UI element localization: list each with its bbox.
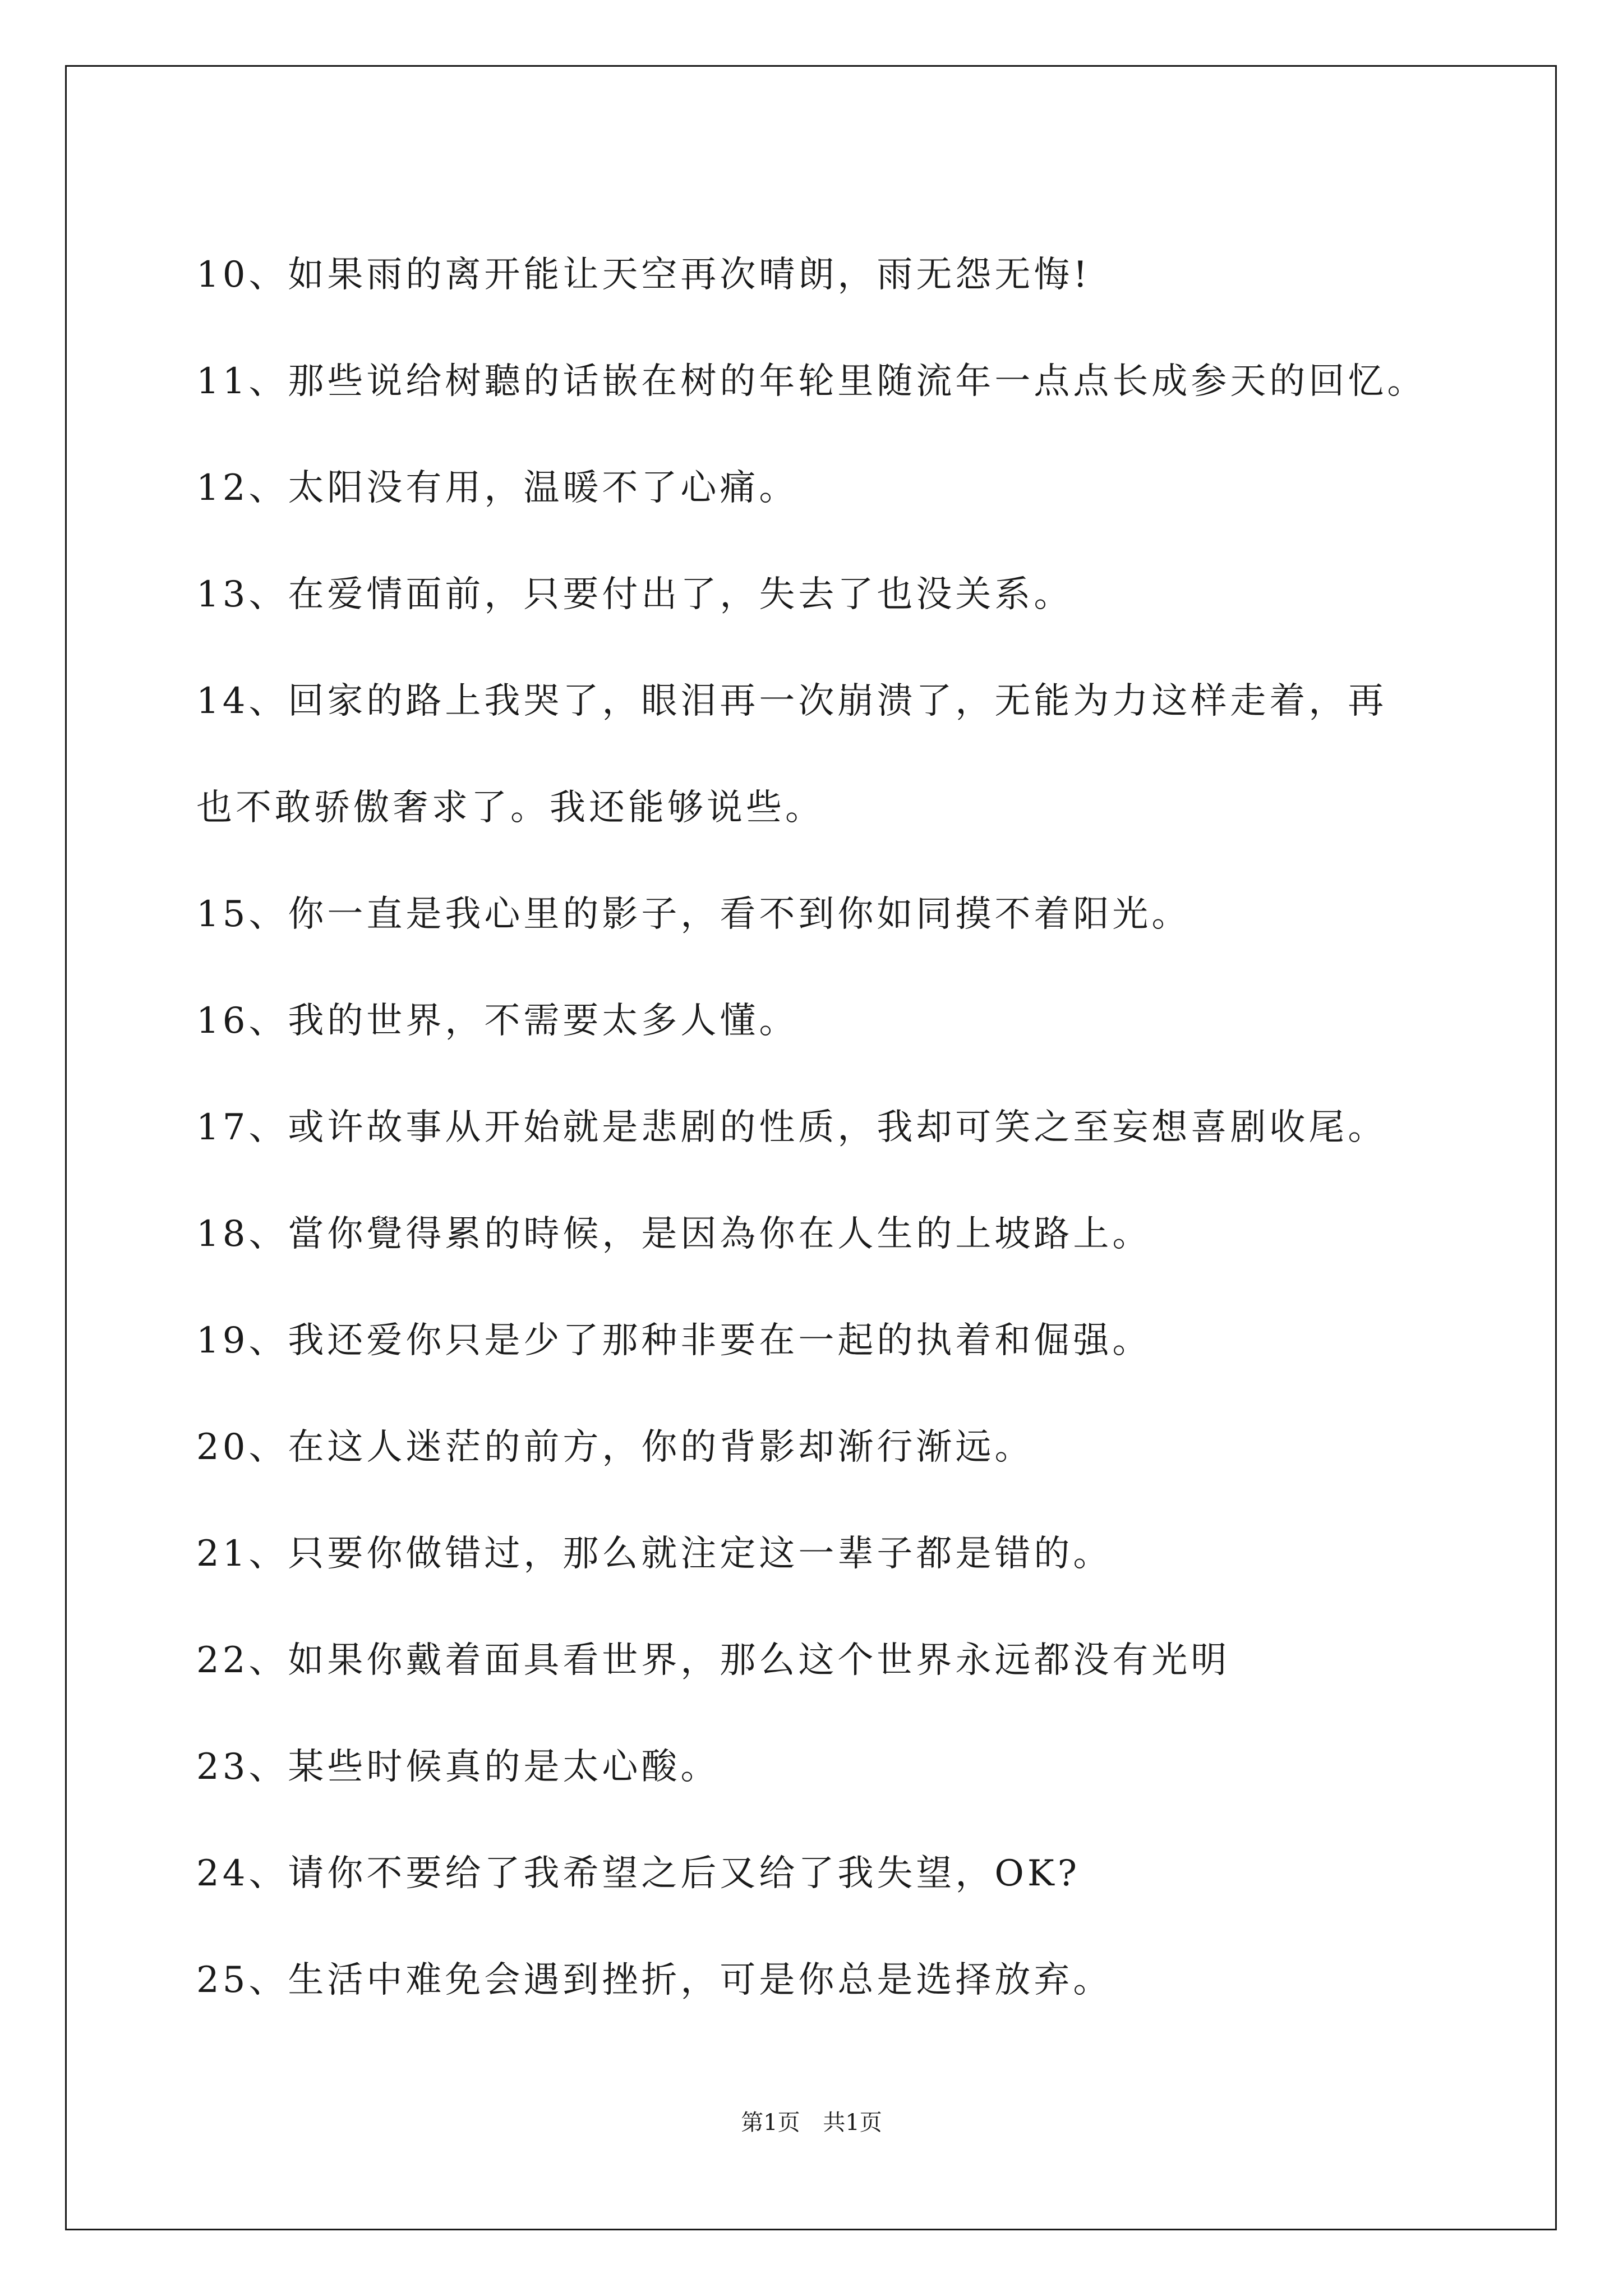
entry-12: 12、太阳没有用，温暖不了心痛。	[196, 467, 799, 509]
entry-13: 13、在爱情面前，只要付出了，失去了也没关系。	[196, 574, 1073, 615]
entry-11: 11、那些说给树聽的话嵌在树的年轮里随流年一点点长成参天的回忆。	[196, 361, 1427, 402]
entry-20: 20、在这人迷茫的前方，你的背影却渐行渐远。	[196, 1427, 1034, 1468]
page-number-total: 共1页	[823, 2110, 882, 2136]
entry-14-line-1: 14、回家的路上我哭了，眼泪再一次崩溃了，无能为力这样走着，再	[196, 680, 1387, 722]
entry-14-line-2: 也不敢骄傲奢求了。我还能够说些。	[196, 787, 824, 829]
document-body	[196, 222, 1486, 2033]
entry-15: 15、你一直是我心里的影子，看不到你如同摸不着阳光。	[196, 894, 1191, 935]
entry-25: 25、生活中难免会遇到挫折，可是你总是选择放弃。	[196, 1959, 1113, 2001]
entry-23: 23、某些时候真的是太心酸。	[196, 1746, 720, 1788]
entry-19: 19、我还爱你只是少了那种非要在一起的执着和倔强。	[196, 1320, 1152, 1361]
entry-18: 18、當你覺得累的時候，是因為你在人生的上坡路上。	[196, 1213, 1152, 1255]
page-footer	[0, 2105, 1623, 2137]
page-number-current: 第1页	[741, 2110, 800, 2136]
entry-21: 21、只要你做错过，那么就注定这一辈子都是错的。	[196, 1533, 1113, 1575]
entry-24: 24、请你不要给了我希望之后又给了我失望，OK?	[196, 1853, 1081, 1894]
entry-17: 17、或许故事从开始就是悲剧的性质，我却可笑之至妄想喜剧收尾。	[196, 1107, 1387, 1148]
entry-22: 22、如果你戴着面具看世界，那么这个世界永远都没有光明	[196, 1640, 1230, 1681]
entry-10: 10、如果雨的离开能让天空再次晴朗，雨无怨无悔!	[196, 254, 1091, 296]
entry-16: 16、我的世界，不需要太多人懂。	[196, 1000, 799, 1042]
